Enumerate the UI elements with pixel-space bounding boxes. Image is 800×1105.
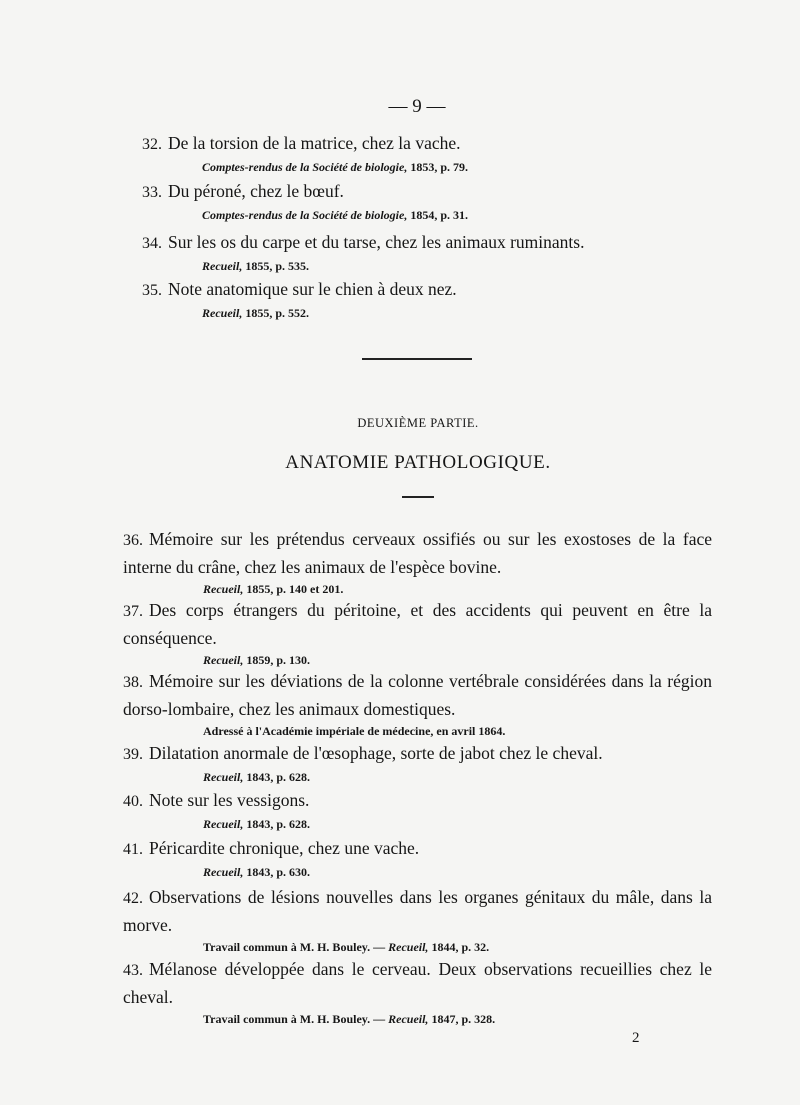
entry-number: 32. xyxy=(142,136,162,153)
entry-number: 36. xyxy=(123,532,143,549)
entry-title: Mémoire sur les déviations de la colonne vertébrale considérées dans la région dorso-lombaire, chez les animaux domestiques. xyxy=(123,671,712,719)
entry-number: 38. xyxy=(123,674,143,691)
entry-number: 35. xyxy=(142,282,162,299)
bibliography-entry xyxy=(123,884,712,956)
entry-reference: Recueil, 1843, p. 628. xyxy=(203,770,311,784)
entry-title: Mélanose développée dans le cerveau. Deux observations recueillies chez le cheval. xyxy=(123,959,712,1007)
entry-reference: Recueil, 1859, p. 130. xyxy=(203,653,311,667)
entry-reference: Recueil, 1843, p. 630. xyxy=(203,865,311,879)
entry-reference: Recueil, 1843, p. 628. xyxy=(203,817,311,831)
bibliography-entry xyxy=(142,178,710,224)
bibliography-entry xyxy=(142,130,710,176)
entry-number: 40. xyxy=(123,793,143,810)
entry-title: Note anatomique sur le chien à deux nez. xyxy=(168,279,457,299)
bibliography-entry xyxy=(123,835,712,881)
entry-number: 33. xyxy=(142,184,162,201)
entry-number: 37. xyxy=(123,603,143,620)
entry-reference: Recueil, 1855, p. 552. xyxy=(202,306,310,320)
entry-number: 39. xyxy=(123,746,143,763)
entry-reference: Recueil, 1855, p. 140 et 201. xyxy=(203,582,344,596)
page-number: — 9 — xyxy=(388,96,446,117)
bibliography-entry xyxy=(123,526,712,598)
section-divider xyxy=(362,358,472,360)
bibliography-entry xyxy=(142,276,710,322)
entry-title: Sur les os du carpe et du tarse, chez les animaux ruminants. xyxy=(168,232,585,252)
entry-title: Dilatation anormale de l'œsophage, sorte de jabot chez le cheval. xyxy=(149,743,603,763)
entry-reference: Comptes-rendus de la Société de biologie, 1853, p. 79. xyxy=(202,160,468,174)
entry-title: Du péroné, chez le bœuf. xyxy=(168,181,344,201)
entry-reference: Comptes-rendus de la Société de biologie, 1854, p. 31. xyxy=(202,208,468,222)
title-divider xyxy=(402,496,434,498)
section-title: ANATOMIE PATHOLOGIQUE. xyxy=(285,452,551,473)
bibliography-entry xyxy=(123,956,712,1028)
entry-title: De la torsion de la matrice, chez la vache. xyxy=(168,133,461,153)
bibliography-entry xyxy=(123,740,712,786)
entry-number: 43. xyxy=(123,962,143,979)
bibliography-entry xyxy=(123,597,712,669)
signature-mark: 2 xyxy=(632,1030,640,1046)
entry-title: Péricardite chronique, chez une vache. xyxy=(149,838,420,858)
entry-reference: Travail commun à M. H. Bouley. — Recueil, 1844, p. 32. xyxy=(203,940,490,954)
bibliography-entry xyxy=(123,668,712,740)
entry-title: Observations de lésions nouvelles dans les organes génitaux du mâle, dans la morve. xyxy=(123,887,712,935)
part-label: DEUXIÈME PARTIE. xyxy=(357,416,479,430)
entry-title: Mémoire sur les prétendus cerveaux ossifiés ou sur les exostoses de la face interne du crâne, chez les animaux de l'espèce bovine. xyxy=(123,529,712,577)
entry-title: Note sur les vessigons. xyxy=(149,790,310,810)
entry-reference: Travail commun à M. H. Bouley. — Recueil, 1847, p. 328. xyxy=(203,1012,496,1026)
entry-number: 41. xyxy=(123,841,143,858)
entry-reference: Adressé à l'Académie impériale de médecine, en avril 1864. xyxy=(203,724,506,738)
entry-number: 42. xyxy=(123,890,143,907)
bibliography-entry xyxy=(123,787,712,833)
entry-title: Des corps étrangers du péritoine, et des accidents qui peuvent en être la conséquence. xyxy=(123,600,712,648)
bibliography-entry xyxy=(142,229,710,275)
entry-number: 34. xyxy=(142,235,162,252)
entry-reference: Recueil, 1855, p. 535. xyxy=(202,259,310,273)
